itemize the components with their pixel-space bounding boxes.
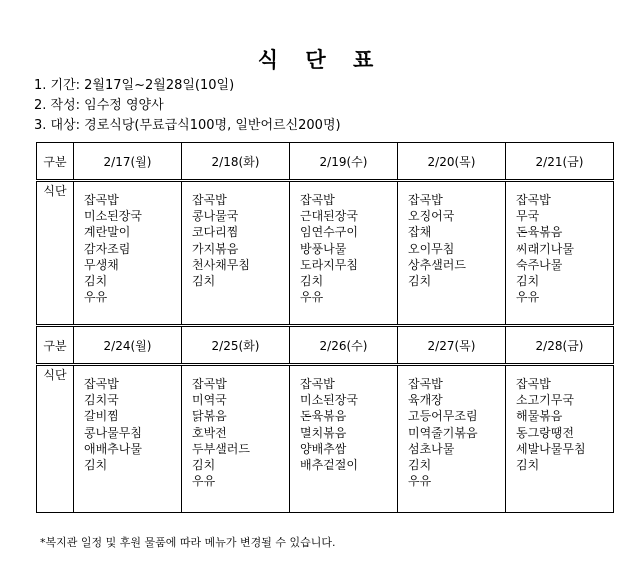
menu-item: 갈비찜: [84, 409, 119, 424]
category-label: 구분: [37, 326, 74, 365]
menu-item: 애배추나물: [84, 441, 142, 456]
day-header: 2/27(목): [398, 326, 506, 365]
menu-item: 감자조림: [84, 241, 131, 256]
menu-cell: [74, 365, 182, 513]
menu-item: 잡곡밥: [84, 377, 119, 391]
week1-menu-row: [37, 181, 614, 326]
menu-item: 돈육볶음: [516, 225, 563, 240]
menu-cell: [398, 181, 506, 326]
menu-item: 콩나물국: [192, 209, 239, 224]
menu-item: 잡곡밥: [300, 193, 335, 207]
menu-item: 오이무침: [408, 241, 455, 256]
menu-cell: [182, 181, 290, 326]
day-header: 2/18(화): [182, 143, 290, 181]
menu-item: 상추샐러드: [408, 257, 466, 272]
menu-cell: [398, 365, 506, 513]
menu-item: 소고기무국: [516, 393, 574, 408]
info-period: 1. 기간: 2월17일~2월28일(10일): [34, 78, 235, 93]
menu-cell: [290, 181, 398, 326]
menu-item: 김치: [516, 458, 540, 473]
menu-item: 잡곡밥: [516, 193, 551, 207]
menu-item: 김치: [192, 274, 216, 289]
menu-item: 김치국: [84, 393, 119, 408]
day-header: 2/21(금): [506, 143, 614, 181]
day-header: 2/24(월): [74, 326, 182, 365]
footnote: *복지관 일정 및 후원 물품에 따라 메뉴가 변경될 수 있습니다.: [40, 536, 336, 549]
menu-item: 잡곡밥: [408, 193, 443, 207]
meal-label: 식단: [37, 181, 74, 326]
menu-item: 코다리찜: [192, 225, 239, 240]
menu-item: 호박전: [192, 425, 227, 440]
day-header: 2/26(수): [290, 326, 398, 365]
week2-header-row: [37, 326, 614, 365]
menu-item: 멸치볶음: [300, 425, 347, 440]
menu-cell: [74, 181, 182, 326]
menu-item: 오징어국: [408, 209, 455, 224]
menu-item: 가지볶음: [192, 241, 239, 256]
menu-item: 김치: [516, 274, 540, 289]
day-header: 2/28(금): [506, 326, 614, 365]
menu-item: 미역국: [192, 393, 227, 408]
menu-item: 천사채무침: [192, 257, 250, 272]
meal-label: 식단: [37, 365, 74, 513]
info-target: 3. 대상: 경로식당(무료급식100명, 일반어르신200명): [34, 118, 341, 133]
menu-item: 미소된장국: [84, 209, 142, 224]
menu-item: 잡곡밥: [192, 377, 227, 391]
menu-item: 돈육볶음: [300, 409, 347, 424]
menu-item: 닭볶음: [192, 409, 227, 424]
menu-item: 양배추쌈: [300, 441, 347, 456]
menu-cell: [290, 365, 398, 513]
menu-item: 김치: [408, 458, 432, 473]
menu-item: 잡곡밥: [192, 193, 227, 207]
menu-item: 씨래기나물: [516, 241, 574, 256]
day-header: 2/20(목): [398, 143, 506, 181]
menu-item: 콩나물무침: [84, 425, 142, 440]
menu-item: 미역줄기볶음: [408, 425, 478, 440]
menu-item: 무생채: [84, 257, 119, 272]
menu-item: 잡곡밥: [300, 377, 335, 391]
menu-item: 임연수구이: [300, 225, 358, 240]
menu-item: 김치: [84, 274, 108, 289]
menu-item: 근대된장국: [300, 209, 358, 224]
page-title: 식 단 표: [257, 48, 384, 72]
menu-item: 우유: [516, 290, 540, 305]
day-header: 2/25(화): [182, 326, 290, 365]
menu-item: 잡곡밥: [516, 377, 551, 391]
menu-item: 도라지무침: [300, 257, 358, 272]
menu-item: 동그랑땡전: [516, 425, 574, 440]
menu-item: 세발나물무침: [516, 441, 586, 456]
menu-cell: [506, 181, 614, 326]
menu-item: 배추겉절이: [300, 458, 358, 473]
menu-item: 고등어무조림: [408, 409, 478, 424]
info-author: 2. 작성: 임수정 영양사: [34, 98, 164, 113]
menu-item: 육개장: [408, 393, 443, 408]
menu-item: 숙주나물: [516, 257, 563, 272]
menu-item: 김치: [300, 274, 324, 289]
menu-item: 계란말이: [84, 225, 131, 240]
menu-item: 두부샐러드: [192, 441, 250, 456]
category-label: 구분: [37, 143, 74, 181]
menu-item: 잡곡밥: [84, 193, 119, 207]
menu-item: 김치: [84, 458, 108, 473]
menu-table: [36, 142, 614, 513]
menu-item: 김치: [192, 458, 216, 473]
menu-item: 우유: [84, 290, 108, 305]
day-header: 2/19(수): [290, 143, 398, 181]
menu-item: 무국: [516, 209, 540, 224]
menu-item: 미소된장국: [300, 393, 358, 408]
menu-item: 우유: [300, 290, 324, 305]
menu-item: 방풍나물: [300, 241, 347, 256]
menu-item: 우유: [408, 474, 432, 489]
menu-item: 섬초나물: [408, 441, 455, 456]
day-header: 2/17(월): [74, 143, 182, 181]
menu-item: 잡채: [408, 225, 432, 240]
week1-header-row: [37, 143, 614, 181]
menu-cell: [182, 365, 290, 513]
week2-menu-row: [37, 365, 614, 513]
menu-item: 우유: [192, 474, 216, 489]
menu-item: 해물볶음: [516, 409, 563, 424]
menu-item: 김치: [408, 274, 432, 289]
menu-item: 잡곡밥: [408, 377, 443, 391]
menu-cell: [506, 365, 614, 513]
